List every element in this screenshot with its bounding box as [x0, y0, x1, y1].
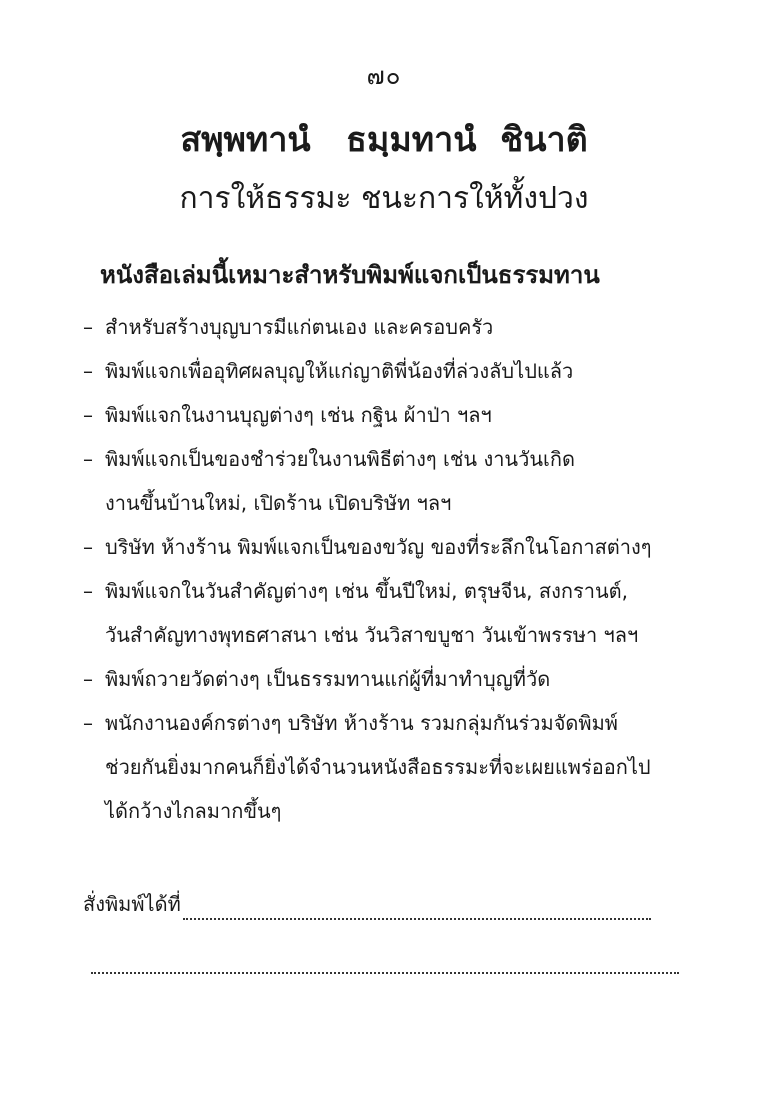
list-item: [83, 569, 723, 613]
list-item-continuation: [83, 745, 723, 789]
dash-marker: –: [83, 711, 93, 735]
page-number: ๗๐: [366, 62, 402, 90]
list-item-text: พิมพ์แจกเป็นของชำร่วยในงานพิธีต่างๆ เช่น งานวันเกิด: [105, 447, 575, 471]
list-item-text: วันสำคัญทางพุทธศาสนา เช่น วันวิสาขบูชา วันเข้าพรรษา ฯลฯ: [105, 623, 639, 647]
order-label: สั่งพิมพ์ได้ที่: [83, 892, 181, 916]
dash-marker: –: [83, 579, 93, 603]
list-item-continuation: [83, 789, 723, 833]
list-item-text: สำหรับสร้างบุญบารมีแก่ตนเอง และครอบครัว: [105, 315, 494, 339]
list-item: [83, 657, 723, 701]
list-item: [83, 349, 723, 393]
pali-title: สพฺพทานํ ธมฺมทานํ ชินาติ: [180, 120, 588, 160]
list-item-text: งานขึ้นบ้านใหม่, เปิดร้าน เปิดบริษัท ฯลฯ: [105, 491, 452, 515]
list-item: [83, 525, 723, 569]
list-item-continuation: [83, 481, 723, 525]
dotted-fill-line: [183, 900, 651, 920]
list-item-text: ได้กว้างไกลมากขึ้นๆ: [105, 799, 282, 823]
list-item-continuation: [83, 613, 723, 657]
order-info-line-blank: [83, 950, 683, 974]
dash-marker: –: [83, 535, 93, 559]
dash-marker: –: [83, 315, 93, 339]
list-item-text: พนักงานองค์กรต่างๆ บริษัท ห้างร้าน รวมกลุ่มกันร่วมจัดพิมพ์: [105, 711, 618, 735]
list-item: [83, 437, 723, 481]
list-item-text: พิมพ์แจกเพื่ออุทิศผลบุญให้แก่ญาติพี่น้องที่ล่วงลับไปแล้ว: [105, 359, 574, 383]
list-item-text: พิมพ์แจกในงานบุญต่างๆ เช่น กฐิน ผ้าป่า ฯลฯ: [105, 403, 492, 427]
list-item-text: บริษัท ห้างร้าน พิมพ์แจกเป็นของขวัญ ของที่ระลึกในโอกาสต่างๆ: [105, 535, 652, 559]
dash-marker: –: [83, 403, 93, 427]
list-item-text: พิมพ์ถวายวัดต่างๆ เป็นธรรมทานแก่ผู้ที่มาทำบุญที่วัด: [105, 667, 551, 691]
order-info-line: [83, 888, 683, 920]
section-heading: หนังสือเล่มนี้เหมาะสำหรับพิมพ์แจกเป็นธรรมทาน: [100, 261, 600, 289]
list-item: [83, 393, 723, 437]
dotted-fill-line: [91, 954, 679, 974]
dash-marker: –: [83, 447, 93, 471]
subtitle: การให้ธรรมะ ชนะการให้ทั้งปวง: [179, 181, 589, 216]
purpose-list: [83, 305, 723, 833]
dash-marker: –: [83, 359, 93, 383]
list-item: [83, 305, 723, 349]
list-item: [83, 701, 723, 745]
dash-marker: –: [83, 667, 93, 691]
list-item-text: ช่วยกันยิ่งมากคนก็ยิ่งได้จำนวนหนังสือธรรมะที่จะเผยแพร่ออกไป: [105, 755, 651, 779]
list-item-text: พิมพ์แจกในวันสำคัญต่างๆ เช่น ขึ้นปีใหม่, ตรุษจีน, สงกรานต์,: [105, 579, 628, 603]
